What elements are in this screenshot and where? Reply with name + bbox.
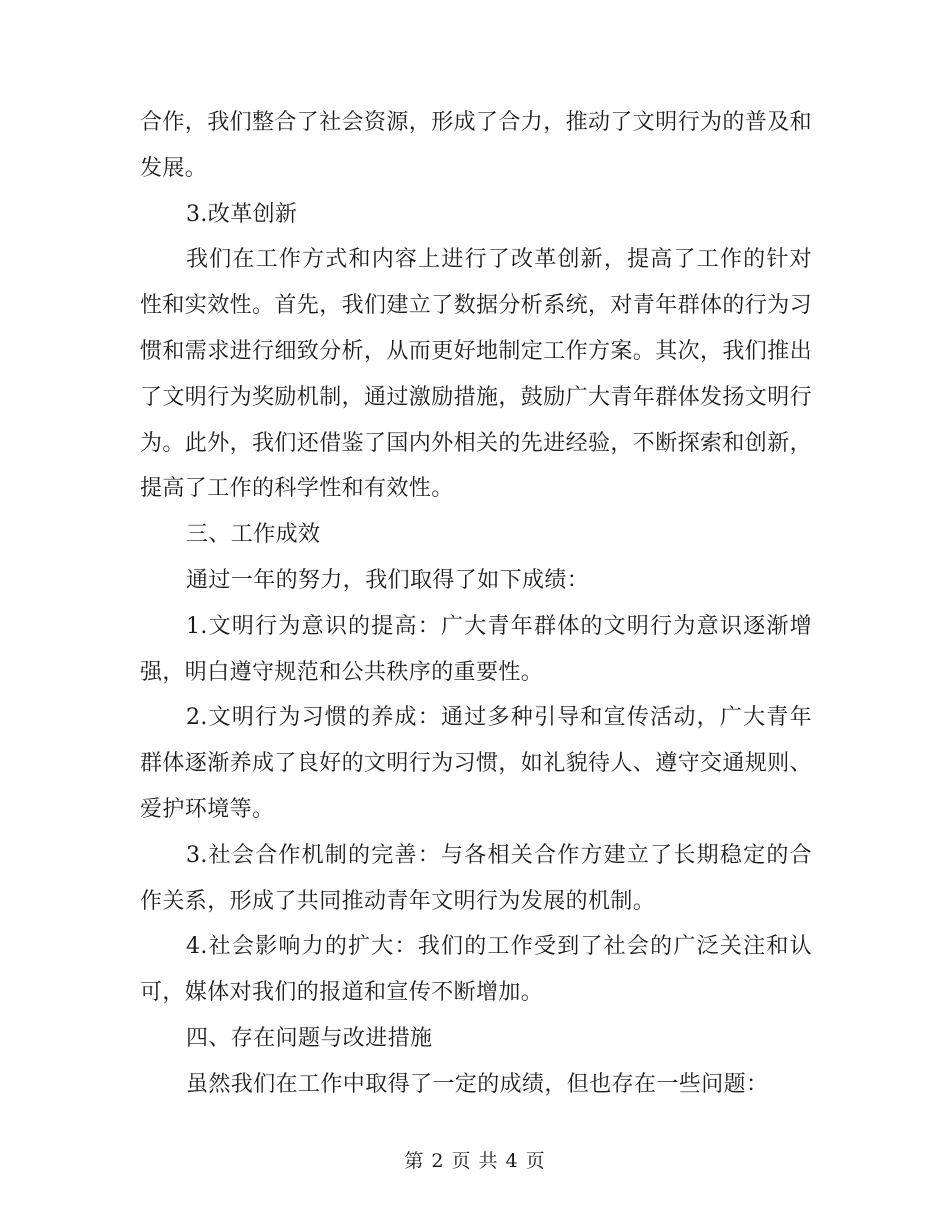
list-item-habits: 2.文明行为习惯的养成：通过多种引导和宣传活动，广大青年群体逐渐养成了良好的文明行为习惯，如礼貌待人、遵守交通规则、爱护环境等。 — [140, 705, 813, 822]
document-body — [140, 100, 812, 1108]
paragraph-problems-intro: 虽然我们在工作中取得了一定的成绩，但也存在一些问题： — [186, 1071, 769, 1097]
list-item-awareness: 1.文明行为意识的提高：广大青年群体的文明行为意识逐渐增强，明白遵守规范和公共秩序的重要性。 — [140, 613, 812, 685]
section-heading-work-results: 三、工作成效 — [186, 522, 321, 548]
paragraph-results-intro: 通过一年的努力，我们取得了如下成绩： — [186, 567, 590, 593]
section-heading-problems: 四、存在问题与改进措施 — [186, 1025, 433, 1051]
page-number-footer: 第 2 页 共 4 页 — [404, 1150, 546, 1172]
paragraph-reform-details: 我们在工作方式和内容上进行了改革创新，提高了工作的针对性和实效性。首先，我们建立了数据分析系统，对青年群体的行为习惯和需求进行细致分析，从而更好地制定工作方案。其次，我们推出了文明行为奖励机制，通过激励措施，鼓励广大青年群体发扬文明行为。此外，我们还借鉴了国内外相关的先进经验，不断探索和创新，提高了工作的科学性和有效性。 — [140, 247, 813, 502]
subheading-reform-innovation: 3.改革创新 — [186, 201, 298, 227]
list-item-influence: 4.社会影响力的扩大：我们的工作受到了社会的广泛关注和认可，媒体对我们的报道和宣传不断增加。 — [140, 934, 812, 1006]
list-item-cooperation: 3.社会合作机制的完善：与各相关合作方建立了长期稳定的合作关系，形成了共同推动青年文明行为发展的机制。 — [140, 842, 812, 914]
paragraph-continuation: 合作，我们整合了社会资源，形成了合力，推动了文明行为的普及和发展。 — [140, 110, 813, 181]
